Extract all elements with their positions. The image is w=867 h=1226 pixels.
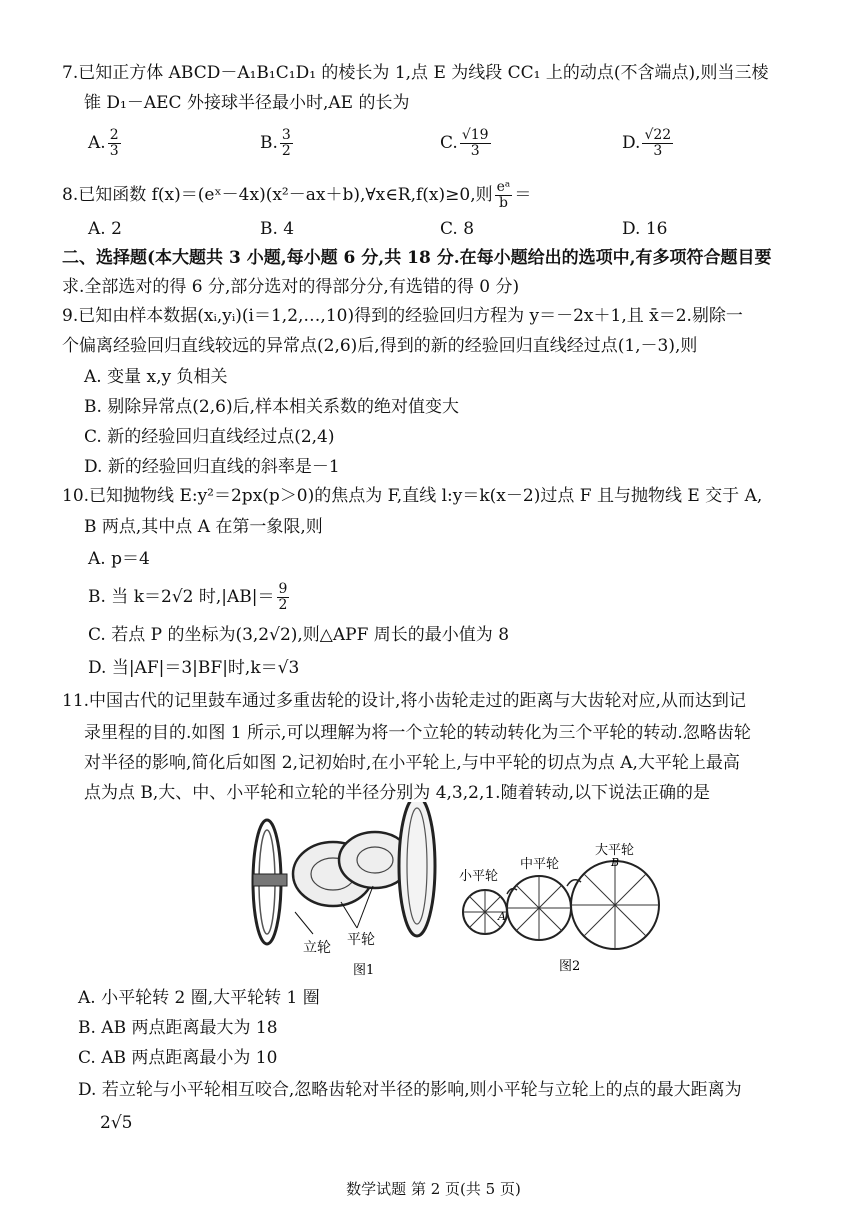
label-big-wheel: 大平轮	[595, 843, 635, 858]
q10-option-d: D. 当|AF|＝3|BF|时,k＝√3	[88, 658, 300, 678]
gear-figures	[245, 802, 675, 980]
point-a-label: A	[498, 910, 506, 923]
q10-stem-line2: B 两点,其中点 A 在第一象限,则	[84, 517, 323, 537]
q11-option-d-continued: 2√5	[100, 1113, 133, 1133]
page-footer: 数学试题 第 2 页(共 5 页)	[346, 1180, 521, 1198]
q11-stem-line4: 点为点 B,大、中、小平轮和立轮的半径分别为 4,3,2,1.随着转动,以下说法正确的是	[84, 783, 710, 803]
section2-heading-line1: 二、选择题(本大题共 3 小题,每小题 6 分,共 18 分.在每小题给出的选项中,有多项符合题目要	[62, 248, 772, 268]
q8-option-a: A. 2	[88, 219, 122, 239]
q11-option-a: A. 小平轮转 2 圈,大平轮转 1 圈	[78, 988, 320, 1008]
q11-option-b: B. AB 两点距离最大为 18	[78, 1018, 278, 1038]
q7-option-c: C. $\frac{√19}{3}$	[440, 127, 489, 159]
q7-option-a: A. $\frac{2}{3}$	[88, 127, 119, 159]
label-small-wheel: 小平轮	[459, 869, 499, 884]
q10-option-b: B. 当 k＝2√2 时,|AB|＝ $\frac{9}{2}$	[88, 581, 288, 613]
label-mid-wheel: 中平轮	[520, 857, 560, 872]
q9-option-b: B. 剔除异常点(2,6)后,样本相关系数的绝对值变大	[84, 397, 460, 417]
q11-option-d: D. 若立轮与小平轮相互咬合,忽略齿轮对半径的影响,则小平轮与立轮上的点的最大距离为	[78, 1080, 742, 1100]
q9-stem-line2: 个偏离经验回归直线较远的异常点(2,6)后,得到的新的经验回归直线经过点(1,－3),则	[62, 336, 698, 356]
figure2-caption: 图2	[559, 959, 581, 974]
q8-stem: 8.已知函数 f(x)＝(eˣ－4x)(x²－ax＋b),∀x∈R,f(x)≥0,则 $\frac{\text{eᵃ}}{b}$ ＝	[62, 179, 532, 211]
q10-option-c: C. 若点 P 的坐标为(3,2√2),则△APF 周长的最小值为 8	[88, 625, 510, 645]
point-b-label: B	[611, 856, 620, 869]
q7-option-d: D. $\frac{√22}{3}$	[622, 127, 672, 159]
q9-stem-line1: 9.已知由样本数据(xᵢ,yᵢ)(i＝1,2,…,10)得到的经验回归方程为 y＝－2x＋1,且 x̄＝2.剔除一	[62, 306, 743, 326]
q9-option-d: D. 新的经验回归直线的斜率是－1	[84, 457, 340, 477]
label-li-lun: 立轮	[303, 940, 331, 956]
label-ping-lun: 平轮	[347, 932, 375, 948]
q7-stem-line2: 锥 D₁－AEC 外接球半径最小时,AE 的长为	[84, 93, 410, 113]
q11-stem-line1: 11.中国古代的记里鼓车通过多重齿轮的设计,将小齿轮走过的距离与大齿轮对应,从而达到记	[62, 691, 746, 711]
q7-option-b: B. $\frac{3}{2}$	[260, 127, 291, 159]
section2-heading-line2: 求.全部选对的得 6 分,部分选对的得部分分,有选错的得 0 分)	[62, 277, 520, 297]
q11-stem-line2: 录里程的目的.如图 1 所示,可以理解为将一个立轮的转动转化为三个平轮的转动.忽略齿轮	[84, 723, 751, 743]
q10-option-a: A. p＝4	[88, 549, 150, 569]
q7-stem-line1: 7.已知正方体 ABCD－A₁B₁C₁D₁ 的棱长为 1,点 E 为线段 CC₁ 上的动点(不含端点),则当三棱	[62, 63, 769, 83]
q9-option-c: C. 新的经验回归直线经过点(2,4)	[84, 427, 335, 447]
figure1-gear-illustration	[253, 802, 435, 944]
figure1-caption: 图1	[353, 963, 375, 978]
q8-option-d: D. 16	[622, 219, 668, 239]
q10-stem-line1: 10.已知抛物线 E:y²＝2px(p＞0)的焦点为 F,直线 l:y＝k(x－2)过点 F 且与抛物线 E 交于 A,	[62, 486, 763, 506]
q8-option-b: B. 4	[260, 219, 295, 239]
q9-option-a: A. 变量 x,y 负相关	[84, 367, 228, 387]
q11-stem-line3: 对半径的影响,简化后如图 2,记初始时,在小平轮上,与中平轮的切点为点 A,大平轮上最高	[84, 753, 740, 773]
q11-option-c: C. AB 两点距离最小为 10	[78, 1048, 278, 1068]
q8-option-c: C. 8	[440, 219, 475, 239]
